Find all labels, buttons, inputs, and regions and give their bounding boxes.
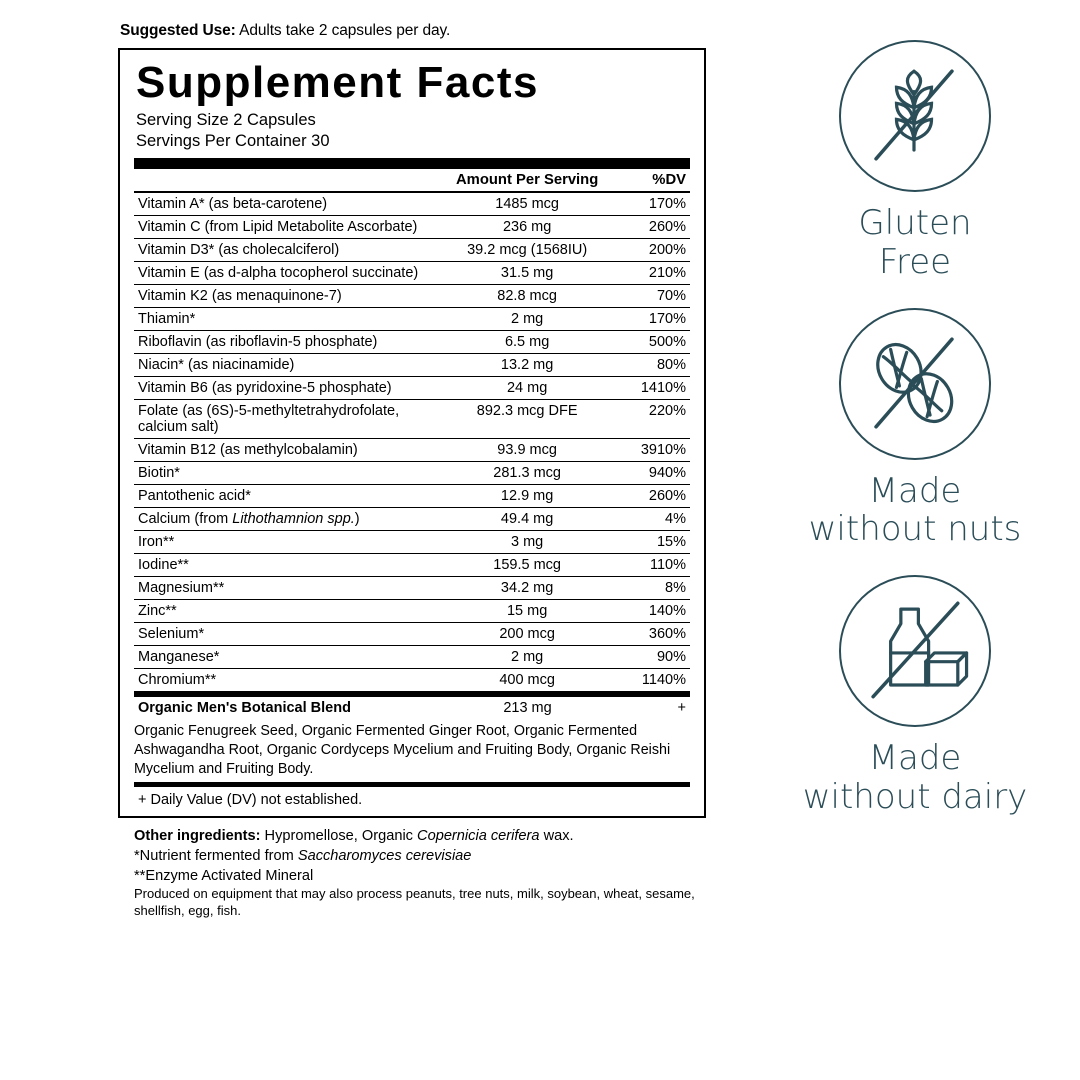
blend-row [134, 697, 690, 719]
row-amount: 13.2 mg [444, 354, 609, 377]
row-amount: 39.2 mcg (1568IU) [444, 239, 609, 262]
row-name: Calcium (from Lithothamnion spp.) [134, 508, 444, 531]
footnotes-block [118, 826, 718, 920]
table-row [134, 508, 690, 531]
row-dv: 110% [610, 554, 690, 577]
table-header-row [134, 169, 690, 192]
supplement-facts-box [118, 48, 706, 818]
row-name: Vitamin C (from Lipid Metabolite Ascorbate) [134, 216, 444, 239]
row-dv: 1140% [610, 669, 690, 692]
row-name: Thiamin* [134, 308, 444, 331]
row-dv: 3910% [610, 439, 690, 462]
row-dv: 4% [610, 508, 690, 531]
blend-description-row [134, 719, 690, 782]
other-ingredients-label: Other ingredients: [134, 827, 261, 844]
row-amount: 1485 mcg [444, 192, 609, 216]
badge-circle [839, 575, 991, 727]
divider-thick-top [134, 158, 690, 169]
row-amount: 12.9 mg [444, 485, 609, 508]
allergen-note: Produced on equipment that may also process peanuts, tree nuts, milk, soybean, wheat, sesame, shellfish, egg, fish. [134, 886, 695, 919]
row-amount: 93.9 mcg [444, 439, 609, 462]
table-row [134, 600, 690, 623]
row-dv: 8% [610, 577, 690, 600]
row-name: Iodine** [134, 554, 444, 577]
row-dv: 940% [610, 462, 690, 485]
header-amount: Amount Per Serving [444, 169, 609, 192]
row-amount: 400 mcg [444, 669, 609, 692]
row-dv: 260% [610, 216, 690, 239]
table-row [134, 646, 690, 669]
row-name: Vitamin D3* (as cholecalciferol) [134, 239, 444, 262]
nuts-crossed-icon [841, 310, 987, 456]
table-row [134, 285, 690, 308]
dairy-crossed-icon [841, 577, 987, 723]
row-name: Riboflavin (as riboflavin-5 phosphate) [134, 331, 444, 354]
row-name: Pantothenic acid* [134, 485, 444, 508]
row-name: Zinc** [134, 600, 444, 623]
row-amount: 200 mcg [444, 623, 609, 646]
row-dv: 170% [610, 308, 690, 331]
row-dv: 70% [610, 285, 690, 308]
table-row [134, 216, 690, 239]
badge-label: Made without nuts [808, 470, 1022, 550]
row-dv: 140% [610, 600, 690, 623]
table-row [134, 331, 690, 354]
row-amount: 6.5 mg [444, 331, 609, 354]
row-amount: 34.2 mg [444, 577, 609, 600]
row-dv: 500% [610, 331, 690, 354]
row-dv: 360% [610, 623, 690, 646]
row-name: Magnesium** [134, 577, 444, 600]
nutrient-note: *Nutrient fermented from Saccharomyces cerevisiae [134, 848, 472, 865]
suggested-use-line [120, 22, 718, 40]
table-row [134, 577, 690, 600]
badge-label: Gluten Free [858, 203, 972, 282]
badges-column [760, 40, 1070, 823]
table-row [134, 531, 690, 554]
badge-no-dairy [760, 575, 1070, 817]
serving-size: Serving Size 2 Capsules [136, 111, 316, 130]
row-amount: 24 mg [444, 377, 609, 400]
row-amount: 3 mg [444, 531, 609, 554]
row-dv: 90% [610, 646, 690, 669]
panel-title: Supplement Facts [136, 58, 539, 107]
row-name: Vitamin B12 (as methylcobalamin) [134, 439, 444, 462]
header-dv: %DV [610, 169, 690, 192]
row-amount: 2 mg [444, 646, 609, 669]
suggested-use-text: Adults take 2 capsules per day. [235, 22, 451, 39]
row-amount: 281.3 mcg [444, 462, 609, 485]
badge-circle [839, 40, 991, 192]
row-name: Vitamin A* (as beta-carotene) [134, 192, 444, 216]
row-amount: 2 mg [444, 308, 609, 331]
table-row [134, 308, 690, 331]
row-name: Niacin* (as niacinamide) [134, 354, 444, 377]
row-amount: 159.5 mcg [444, 554, 609, 577]
row-amount: 892.3 mcg DFE [444, 400, 609, 439]
badge-circle [839, 308, 991, 460]
row-dv: 210% [610, 262, 690, 285]
table-row [134, 554, 690, 577]
table-row [134, 354, 690, 377]
row-amount: 31.5 mg [444, 262, 609, 285]
row-dv: 80% [610, 354, 690, 377]
blend-table [134, 697, 690, 782]
row-name: Biotin* [134, 462, 444, 485]
row-dv: 170% [610, 192, 690, 216]
other-ingredients: Other ingredients: Hypromellose, Organic Copernicia cerifera wax. [134, 827, 574, 844]
supplement-facts-column [118, 22, 718, 920]
daily-value-note: + Daily Value (DV) not established. [138, 791, 363, 808]
table-row [134, 239, 690, 262]
table-row [134, 400, 690, 439]
suggested-use-label: Suggested Use: [120, 22, 236, 39]
row-amount: 236 mg [444, 216, 609, 239]
table-row [134, 439, 690, 462]
servings-per-container: Servings Per Container 30 [136, 132, 330, 151]
table-row [134, 262, 690, 285]
row-amount: 15 mg [444, 600, 609, 623]
nutrition-table [134, 169, 690, 692]
enzyme-note: **Enzyme Activated Mineral [134, 868, 314, 885]
badge-no-nuts [760, 308, 1070, 550]
row-name: Vitamin E (as d-alpha tocopherol succinate) [134, 262, 444, 285]
row-dv: 200% [610, 239, 690, 262]
row-amount: 49.4 mg [444, 508, 609, 531]
row-dv: 1410% [610, 377, 690, 400]
row-name: Manganese* [134, 646, 444, 669]
blend-dv: + [677, 700, 686, 717]
row-name: Folate (as (6S)-5-methyltetrahydrofolate, calcium salt) [134, 400, 444, 439]
wheat-crossed-icon [841, 42, 987, 188]
row-dv: 15% [610, 531, 690, 554]
blend-description: Organic Fenugreek Seed, Organic Fermented Ginger Root, Organic Fermented Ashwagandha Root, Organic Cordyceps Mycelium and Fruiting Body, Organic Reishi Mycelium and Fruiting Body. [134, 723, 671, 778]
table-row [134, 462, 690, 485]
blend-amount: 213 mg [503, 700, 552, 717]
row-name: Vitamin B6 (as pyridoxine-5 phosphate) [134, 377, 444, 400]
header-nutrient [134, 169, 444, 192]
row-name: Iron** [134, 531, 444, 554]
table-row [134, 669, 690, 692]
row-name: Chromium** [134, 669, 444, 692]
row-name: Vitamin K2 (as menaquinone-7) [134, 285, 444, 308]
row-dv: 220% [610, 400, 690, 439]
badge-gluten-free [760, 40, 1070, 282]
row-name: Selenium* [134, 623, 444, 646]
table-row [134, 192, 690, 216]
table-row [134, 377, 690, 400]
row-amount: 82.8 mcg [444, 285, 609, 308]
blend-name: Organic Men's Botanical Blend [138, 700, 351, 717]
row-dv: 260% [610, 485, 690, 508]
table-row [134, 485, 690, 508]
badge-label: Made without dairy [802, 738, 1028, 817]
table-row [134, 623, 690, 646]
nutrition-table-body [134, 192, 690, 692]
